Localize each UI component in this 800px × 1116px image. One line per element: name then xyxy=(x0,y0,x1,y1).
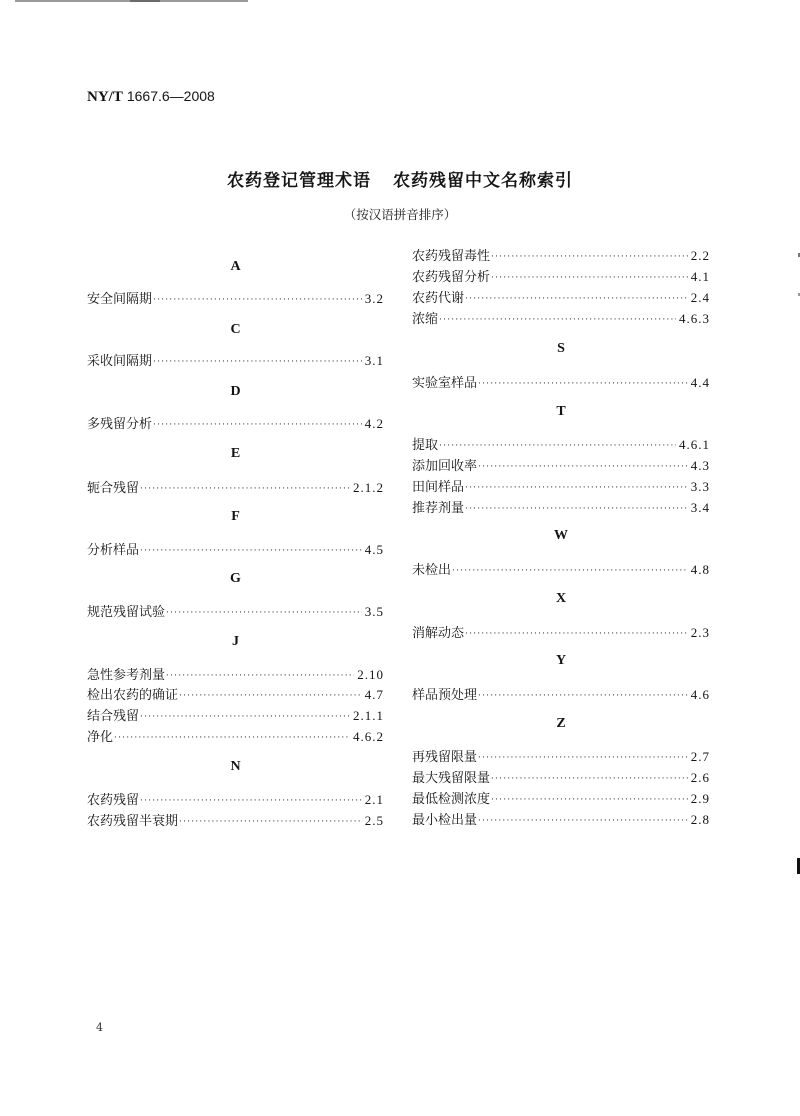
dot-leader xyxy=(439,441,676,451)
letter-heading-d: D xyxy=(230,384,241,399)
entry-term: 检出农药的确证 xyxy=(87,688,179,703)
letter-heading-g: G xyxy=(230,571,241,586)
entry-term: 规范残留试验 xyxy=(87,605,166,620)
entry-ref: 3.1 xyxy=(364,353,384,368)
entry-ref: 2.4 xyxy=(690,290,710,305)
index-entry xyxy=(412,497,710,515)
index-entry xyxy=(87,789,384,807)
dot-leader xyxy=(465,294,688,304)
dot-leader xyxy=(179,691,362,701)
index-entry xyxy=(412,372,710,390)
entry-term: 急性参考剂量 xyxy=(87,668,166,683)
entry-ref: 3.2 xyxy=(364,291,384,306)
entry-term: 浓缩 xyxy=(412,312,439,327)
index-entry xyxy=(412,476,710,494)
entry-ref: 4.6.1 xyxy=(679,437,710,452)
dot-leader xyxy=(478,691,688,701)
dot-leader xyxy=(140,712,350,722)
index-entry xyxy=(87,413,384,431)
index-entry xyxy=(87,684,384,702)
entry-term: 结合残留 xyxy=(87,709,140,724)
index-entry xyxy=(87,539,384,557)
entry-term: 未检出 xyxy=(412,563,452,578)
index-entry xyxy=(412,684,710,702)
index-entry xyxy=(87,664,384,682)
letter-heading-y: Y xyxy=(555,653,567,668)
dot-leader xyxy=(179,817,362,827)
entry-term: 安全间隔期 xyxy=(87,292,153,307)
entry-term: 提取 xyxy=(412,438,439,453)
dot-leader xyxy=(478,379,688,389)
letter-heading-x: X xyxy=(555,591,567,606)
dot-leader xyxy=(153,295,362,305)
dot-leader xyxy=(478,462,688,472)
entry-ref: 2.5 xyxy=(364,813,384,828)
entry-ref: 2.10 xyxy=(357,667,384,682)
letter-heading-s: S xyxy=(557,341,565,356)
entry-ref: 4.3 xyxy=(690,458,710,473)
dot-leader xyxy=(153,357,362,367)
entry-ref: 4.8 xyxy=(690,562,710,577)
index-entry xyxy=(87,288,384,306)
letter-heading-a: A xyxy=(230,259,241,274)
entry-term: 最低检测浓度 xyxy=(412,792,491,807)
entry-ref: 2.1 xyxy=(364,792,384,807)
letter-heading-j: J xyxy=(232,634,239,649)
scan-top-mark xyxy=(130,0,160,2)
dot-leader xyxy=(166,671,354,681)
entry-ref: 2.8 xyxy=(690,812,710,827)
entry-ref: 4.6.3 xyxy=(679,311,710,326)
index-entry xyxy=(412,809,710,827)
dot-leader xyxy=(153,420,362,430)
entry-ref: 3.3 xyxy=(690,479,710,494)
index-entry xyxy=(412,746,710,764)
entry-term: 消解动态 xyxy=(412,626,465,641)
letter-heading-c: C xyxy=(230,322,241,337)
index-entry xyxy=(412,622,710,640)
entry-ref: 2.9 xyxy=(690,791,710,806)
entry-term: 添加回收率 xyxy=(412,459,478,474)
index-entry xyxy=(87,726,384,744)
index-entry xyxy=(87,601,384,619)
index-entry xyxy=(412,434,710,452)
entry-term: 轭合残留 xyxy=(87,481,140,496)
entry-term: 实验室样品 xyxy=(412,376,478,391)
title-part-1: 农药登记管理术语 xyxy=(227,171,371,191)
entry-ref: 4.7 xyxy=(364,687,384,702)
standard-prefix: NY/T xyxy=(87,89,123,105)
dot-leader xyxy=(478,816,688,826)
dot-leader xyxy=(114,733,350,743)
letter-heading-e: E xyxy=(230,446,241,461)
index-entry xyxy=(412,308,710,326)
index-entry xyxy=(412,767,710,785)
entry-term: 农药残留毒性 xyxy=(412,249,491,264)
index-entry xyxy=(412,455,710,473)
entry-ref: 4.6.2 xyxy=(353,729,384,744)
entry-term: 农药残留分析 xyxy=(412,270,491,285)
dot-leader xyxy=(491,273,688,283)
dot-leader xyxy=(452,566,688,576)
entry-ref: 3.4 xyxy=(690,500,710,515)
index-entry xyxy=(412,559,710,577)
index-entry xyxy=(87,810,384,828)
entry-ref: 3.5 xyxy=(364,604,384,619)
entry-ref: 4.2 xyxy=(364,416,384,431)
index-entry xyxy=(412,287,710,305)
entry-ref: 4.5 xyxy=(364,542,384,557)
index-entry xyxy=(87,350,384,368)
standard-code xyxy=(87,88,215,106)
letter-heading-z: Z xyxy=(556,716,566,731)
letter-heading-f: F xyxy=(231,509,240,524)
dot-leader xyxy=(491,774,688,784)
entry-ref: 4.4 xyxy=(690,375,710,390)
entry-ref: 2.1.1 xyxy=(353,708,384,723)
entry-term: 样品预处理 xyxy=(412,688,478,703)
title-part-2: 农药残留中文名称索引 xyxy=(393,171,573,191)
page-title xyxy=(0,166,800,191)
entry-term: 再残留限量 xyxy=(412,750,478,765)
standard-number: 1667.6—2008 xyxy=(126,88,215,104)
letter-heading-w: W xyxy=(554,528,568,543)
entry-term: 多残留分析 xyxy=(87,417,153,432)
entry-ref: 4.6 xyxy=(690,687,710,702)
index-entry xyxy=(412,788,710,806)
letter-heading-n: N xyxy=(230,759,241,774)
entry-term: 最大残留限量 xyxy=(412,771,491,786)
entry-ref: 2.6 xyxy=(690,770,710,785)
letter-heading-t: T xyxy=(556,404,566,419)
dot-leader xyxy=(166,608,362,618)
dot-leader xyxy=(439,315,676,325)
dot-leader xyxy=(478,753,688,763)
dot-leader xyxy=(465,504,688,514)
index-entry xyxy=(412,245,710,263)
dot-leader xyxy=(465,629,688,639)
page-number: 4 xyxy=(96,1021,103,1034)
entry-term: 分析样品 xyxy=(87,543,140,558)
entry-ref: 2.7 xyxy=(690,749,710,764)
dot-leader xyxy=(491,252,688,262)
entry-term: 最小检出量 xyxy=(412,813,478,828)
entry-term: 净化 xyxy=(87,730,114,745)
dot-leader xyxy=(140,546,362,556)
entry-ref: 2.2 xyxy=(690,248,710,263)
index-entry xyxy=(87,477,384,495)
entry-ref: 2.1.2 xyxy=(353,480,384,495)
dot-leader xyxy=(465,483,688,493)
dot-leader xyxy=(491,795,688,805)
entry-term: 田间样品 xyxy=(412,480,465,495)
entry-term: 采收间隔期 xyxy=(87,354,153,369)
dot-leader xyxy=(140,484,350,494)
index-entry xyxy=(87,705,384,723)
entry-term: 农药代谢 xyxy=(412,291,465,306)
entry-term: 农药残留 xyxy=(87,793,140,808)
entry-ref: 4.1 xyxy=(690,269,710,284)
page-subtitle: （按汉语拼音排序） xyxy=(343,207,457,222)
entry-term: 农药残留半衰期 xyxy=(87,814,179,829)
entry-term: 推荐剂量 xyxy=(412,501,465,516)
index-entry xyxy=(412,266,710,284)
entry-ref: 2.3 xyxy=(690,625,710,640)
dot-leader xyxy=(140,796,362,806)
